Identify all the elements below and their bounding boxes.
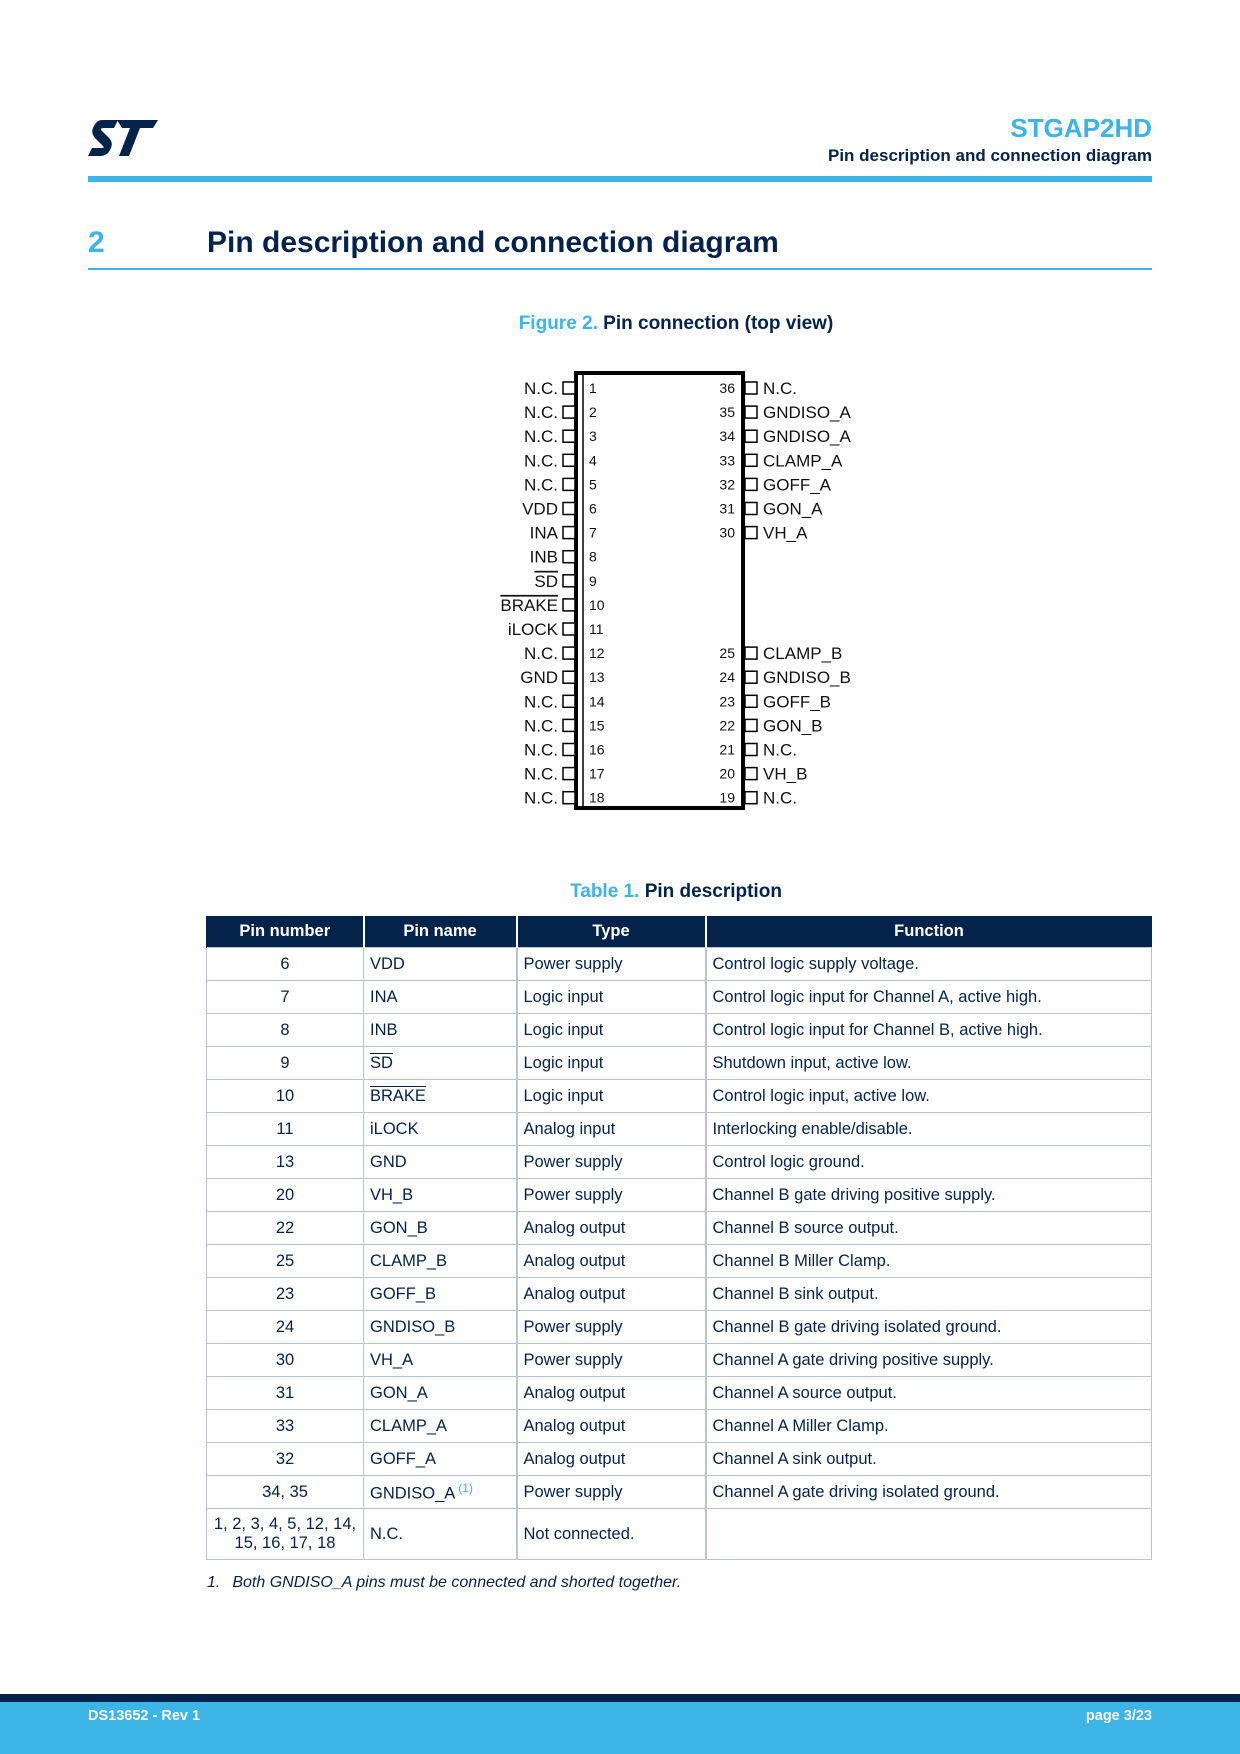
cell-function-text: Channel A gate driving positive supply. — [712, 1350, 994, 1369]
cell-function-text: Channel A Miller Clamp. — [712, 1416, 889, 1435]
pin-number: 14 — [589, 693, 605, 710]
cell-pin-number-text: 32 — [275, 1449, 295, 1468]
pin-number: 32 — [719, 476, 735, 493]
cell-pin-number-text: 34, 35 — [262, 1482, 308, 1501]
cell-function-text: Control logic ground. — [712, 1152, 865, 1171]
table-row — [207, 1410, 1152, 1443]
pin-pad — [563, 744, 575, 756]
cell-function-text: Channel B sink output. — [712, 1284, 879, 1303]
cell-pin-number-text: 8 — [280, 1020, 290, 1039]
pin-label: N.C. — [524, 475, 558, 495]
cell-type — [517, 1344, 706, 1377]
table-row — [207, 1344, 1152, 1377]
pin-number: 2 — [589, 404, 597, 421]
cell-pin-name-text: GOFF_B — [370, 1284, 437, 1303]
ic-package-body — [576, 373, 743, 808]
pin-label: GNDISO_B — [763, 668, 851, 688]
cell-function-text: Channel B source output. — [712, 1218, 899, 1237]
pin-pad — [563, 551, 575, 563]
footer-doc-id: DS13652 - Rev 1 — [88, 1708, 201, 1724]
table-header-row — [207, 916, 1152, 948]
pin-label: N.C. — [763, 379, 797, 398]
pin-pad — [563, 647, 575, 659]
cell-function — [706, 1344, 1152, 1377]
cell-pin-number-text: 25 — [275, 1251, 295, 1270]
pin-pad — [563, 430, 575, 442]
pin-number: 18 — [589, 789, 605, 806]
table-row — [207, 981, 1152, 1014]
footnote-text: Both GNDISO_A pins must be connected and shorted together. — [232, 1574, 682, 1591]
pin-label: GNDISO_A — [763, 403, 851, 423]
cell-pin-number — [207, 981, 364, 1014]
cell-type-text: Not connected. — [523, 1524, 635, 1543]
table-row — [207, 1113, 1152, 1146]
footer-page-number: page 3/23 — [1085, 1708, 1152, 1724]
cell-pin-name-text: BRAKE — [370, 1086, 426, 1105]
cell-pin-name-text: VH_B — [370, 1185, 414, 1204]
cell-pin-name-text: CLAMP_B — [370, 1251, 448, 1270]
cell-pin-name — [364, 981, 517, 1014]
pin-pad — [745, 406, 757, 418]
table-footnote — [207, 1574, 681, 1592]
cell-pin-number — [207, 1014, 364, 1047]
document-title: STGAP2HD — [1010, 113, 1152, 143]
cell-pin-number-text: 13 — [275, 1152, 295, 1171]
cell-pin-number-text: 7 — [280, 987, 290, 1006]
pin-pad — [745, 768, 757, 780]
cell-pin-number-text: 9 — [280, 1053, 290, 1072]
cell-pin-name — [364, 1047, 517, 1080]
cell-function-text: Shutdown input, active low. — [712, 1053, 912, 1072]
pin-pad — [745, 695, 757, 707]
pin-label: SD — [534, 571, 558, 591]
pin-number: 33 — [719, 452, 735, 469]
table-row — [207, 1443, 1152, 1476]
cell-pin-name-text: GND — [370, 1152, 407, 1171]
cell-function-text: Channel A source output. — [712, 1383, 897, 1402]
cell-type — [517, 1014, 706, 1047]
cell-pin-number — [207, 1377, 364, 1410]
cell-type-text: Logic input — [523, 1053, 604, 1072]
cell-pin-number — [207, 1245, 364, 1278]
pin-label: VH_B — [763, 764, 808, 784]
cell-type — [517, 1179, 706, 1212]
header-section-subtitle: Pin description and connection diagram — [828, 146, 1152, 165]
cell-pin-number-text: 33 — [275, 1416, 295, 1435]
footer-dark-strip — [0, 1694, 1240, 1702]
pin-label: N.C. — [524, 788, 558, 808]
pin-label: GND — [520, 668, 558, 688]
pin-label: N.C. — [524, 379, 558, 398]
pin-number: 8 — [589, 548, 597, 565]
cell-function — [706, 1014, 1152, 1047]
cell-pin-number — [207, 1146, 364, 1179]
pin-label: N.C. — [524, 692, 558, 712]
table-row — [207, 1245, 1152, 1278]
pin-pad — [745, 792, 757, 804]
cell-pin-name — [364, 1377, 517, 1410]
pin-number: 7 — [589, 524, 597, 541]
pin-number: 13 — [589, 669, 605, 686]
figure-caption-text: Pin connection (top view) — [603, 313, 834, 334]
table-row — [207, 1509, 1152, 1560]
pin-label: N.C. — [524, 451, 558, 471]
cell-function — [706, 1113, 1152, 1146]
pin-number: 31 — [719, 500, 735, 517]
pin-number: 3 — [589, 428, 597, 445]
cell-type-text: Analog output — [523, 1251, 626, 1270]
pin-pad — [563, 527, 575, 539]
cell-pin-number-text: 10 — [275, 1086, 295, 1105]
cell-pin-number-text: 31 — [275, 1383, 295, 1402]
cell-function-text: Control logic input for Channel B, active high. — [712, 1020, 1043, 1039]
pin-label: N.C. — [763, 740, 797, 760]
table-row — [207, 1377, 1152, 1410]
cell-pin-number-text: 20 — [275, 1185, 295, 1204]
cell-pin-name — [364, 1509, 517, 1560]
cell-pin-name — [364, 1443, 517, 1476]
pin-number: 4 — [589, 452, 597, 469]
col-header-pin-name: Pin name — [364, 916, 517, 948]
cell-type-text: Power supply — [523, 1185, 623, 1204]
cell-pin-number — [207, 1344, 364, 1377]
cell-pin-name-text: GNDISO_B — [370, 1317, 456, 1336]
table-label: Table 1. — [570, 881, 640, 902]
header-rule — [88, 176, 1152, 182]
pin-label: N.C. — [524, 740, 558, 760]
cell-pin-number-text: 6 — [280, 954, 290, 973]
cell-function — [706, 1245, 1152, 1278]
cell-pin-number-text: 24 — [275, 1317, 295, 1336]
pin-label: INA — [529, 523, 558, 543]
cell-type-text: Analog output — [523, 1284, 626, 1303]
cell-pin-number-text: 22 — [275, 1218, 295, 1237]
table-row — [207, 1179, 1152, 1212]
cell-pin-number — [207, 1476, 364, 1509]
cell-pin-number-text: 30 — [275, 1350, 295, 1369]
cell-pin-number — [207, 1212, 364, 1245]
right-pin-group — [719, 379, 851, 808]
cell-function-text: Channel B gate driving isolated ground. — [712, 1317, 1002, 1336]
cell-type — [517, 948, 706, 981]
pin-number: 17 — [589, 765, 605, 782]
cell-pin-name — [364, 1014, 517, 1047]
cell-pin-number — [207, 1113, 364, 1146]
pin-number: 24 — [719, 669, 735, 686]
cell-pin-name — [364, 1311, 517, 1344]
cell-pin-name-text: INB — [370, 1020, 398, 1039]
cell-type-text: Power supply — [523, 1317, 623, 1336]
figure-label: Figure 2. — [518, 313, 598, 334]
col-header-function: Function — [706, 916, 1152, 948]
table-row — [207, 1047, 1152, 1080]
table-row — [207, 1476, 1152, 1509]
cell-pin-number — [207, 1311, 364, 1344]
pin-description-table — [206, 916, 1152, 1560]
cell-pin-name-text: $\overline{SD}$ — [370, 1053, 393, 1072]
pin-label: GNDISO_A — [763, 427, 851, 447]
pin-pad — [563, 695, 575, 707]
table-caption-text: Pin description — [644, 881, 782, 902]
table-row — [207, 1311, 1152, 1344]
pin-pad — [563, 406, 575, 418]
pin-pad — [745, 527, 757, 539]
cell-function — [706, 1311, 1152, 1344]
pin-pad — [745, 647, 757, 659]
cell-function-text: Control logic input for Channel A, active high. — [712, 987, 1042, 1006]
pin-label: VDD — [522, 499, 558, 519]
cell-pin-name — [364, 948, 517, 981]
pin-label: GON_B — [763, 716, 823, 736]
cell-function — [706, 1212, 1152, 1245]
pin-pad — [563, 454, 575, 466]
pin-number: 5 — [589, 476, 597, 493]
table-row — [207, 1278, 1152, 1311]
pin-pad — [745, 719, 757, 731]
cell-type — [517, 1311, 706, 1344]
table-row — [207, 1014, 1152, 1047]
cell-pin-number — [207, 1278, 364, 1311]
pin-number: 11 — [589, 621, 604, 637]
pin-number: 34 — [719, 428, 735, 445]
pin-label: iLOCK — [507, 620, 558, 639]
pin-number: 9 — [589, 572, 597, 589]
cell-pin-name — [364, 1278, 517, 1311]
pin-number: 16 — [589, 741, 605, 758]
cell-type-text: Analog output — [523, 1416, 626, 1435]
pin-pad — [745, 454, 757, 466]
pin-number: 21 — [719, 741, 735, 758]
cell-type — [517, 1212, 706, 1245]
pin-number: 35 — [719, 404, 735, 421]
cell-type — [517, 1113, 706, 1146]
pin-number: 19 — [719, 789, 735, 806]
pin-label: N.C. — [763, 788, 797, 808]
cell-pin-name — [364, 1146, 517, 1179]
cell-pin-name — [364, 1245, 517, 1278]
cell-function — [706, 1179, 1152, 1212]
pin-label: VH_A — [763, 523, 808, 543]
pin-number: 6 — [589, 500, 597, 517]
pin-pad — [563, 792, 575, 804]
st-logo — [88, 118, 158, 158]
cell-pin-number-text: 23 — [275, 1284, 295, 1303]
table-row — [207, 1212, 1152, 1245]
cell-type — [517, 1278, 706, 1311]
cell-pin-number — [207, 1410, 364, 1443]
pin-pad — [563, 623, 575, 635]
pin-label: GOFF_B — [763, 692, 832, 712]
cell-type — [517, 981, 706, 1014]
section-title: Pin description and connection diagram — [207, 226, 779, 259]
cell-type — [517, 1443, 706, 1476]
pin-label: N.C. — [524, 764, 558, 784]
cell-type — [517, 1410, 706, 1443]
cell-type — [517, 1047, 706, 1080]
cell-pin-name-text: GON_B — [370, 1218, 428, 1237]
cell-pin-name — [364, 1476, 517, 1509]
cell-pin-number — [207, 1080, 364, 1113]
pin-number: 23 — [719, 693, 735, 710]
pin-label: GOFF_A — [763, 475, 832, 495]
cell-pin-name — [364, 1410, 517, 1443]
cell-pin-name-text: GOFF_A — [370, 1449, 437, 1468]
pin-pad — [745, 671, 757, 683]
cell-pin-name-text: N.C. — [370, 1524, 403, 1543]
pin-pad — [563, 599, 575, 611]
table-row — [207, 948, 1152, 981]
cell-pin-number — [207, 1443, 364, 1476]
cell-function — [706, 1476, 1152, 1509]
cell-function-text: Control logic input, active low. — [712, 1086, 930, 1105]
cell-type — [517, 1509, 706, 1560]
cell-pin-number-text: 11 — [276, 1119, 294, 1138]
cell-pin-name-text: VDD — [370, 954, 405, 973]
pin-number: 36 — [719, 380, 735, 396]
cell-pin-name — [364, 1080, 517, 1113]
col-header-pin-number: Pin number — [207, 916, 364, 948]
cell-function-text: Interlocking enable/disable. — [712, 1119, 913, 1138]
cell-function-text: Channel B gate driving positive supply. — [712, 1185, 996, 1204]
cell-type-text: Power supply — [523, 1152, 623, 1171]
pin-number: 12 — [589, 645, 605, 662]
pin-number: 22 — [719, 717, 735, 734]
cell-pin-name-text: VH_A — [370, 1350, 414, 1369]
cell-function — [706, 948, 1152, 981]
pin-label: N.C. — [524, 644, 558, 664]
cell-pin-number — [207, 1509, 364, 1560]
cell-function — [706, 1047, 1152, 1080]
cell-pin-name — [364, 1344, 517, 1377]
pin-number: 15 — [589, 717, 605, 734]
cell-type-text: Power supply — [523, 1350, 623, 1369]
cell-type — [517, 1080, 706, 1113]
cell-function — [706, 1509, 1152, 1560]
left-pin-group — [500, 379, 604, 808]
cell-pin-name-text: CLAMP_A — [370, 1416, 448, 1435]
pin-number: 20 — [719, 765, 735, 782]
pin-label: BRAKE — [500, 595, 558, 615]
cell-type-text: Logic input — [523, 1086, 604, 1105]
pin-label: CLAMP_B — [763, 644, 843, 664]
footnote-ref: (1) — [458, 1480, 473, 1495]
pin-label: N.C. — [524, 403, 558, 423]
pin-label: N.C. — [524, 427, 558, 447]
pin-pad — [563, 719, 575, 731]
footnote-number: 1. — [207, 1574, 221, 1591]
pin-number: 25 — [719, 645, 735, 662]
cell-pin-name — [364, 1113, 517, 1146]
cell-pin-name-text: iLOCK — [370, 1119, 419, 1138]
pin-number: 30 — [719, 524, 735, 541]
cell-type-text: Logic input — [523, 1020, 604, 1039]
cell-type — [517, 1377, 706, 1410]
section-rule — [88, 268, 1152, 270]
pin-pad — [745, 382, 757, 394]
cell-function-text: Channel A sink output. — [712, 1449, 877, 1468]
cell-pin-name — [364, 1212, 517, 1245]
cell-type-text: Power supply — [523, 1482, 623, 1501]
cell-type-text: Analog output — [523, 1383, 626, 1402]
pin-label: N.C. — [524, 716, 558, 736]
cell-type — [517, 1476, 706, 1509]
pin-pad — [745, 744, 757, 756]
section-number: 2 — [88, 226, 105, 259]
pin-pad — [563, 768, 575, 780]
figure-caption — [88, 313, 1240, 335]
pin-number: 1 — [589, 380, 597, 396]
cell-type — [517, 1245, 706, 1278]
cell-function — [706, 1443, 1152, 1476]
cell-function-text: Channel B Miller Clamp. — [712, 1251, 891, 1270]
cell-pin-name — [364, 1179, 517, 1212]
pin-pad — [563, 575, 575, 587]
table-row — [207, 1146, 1152, 1179]
cell-pin-number — [207, 1047, 364, 1080]
cell-type-text: Logic input — [523, 987, 604, 1006]
table-body — [207, 948, 1152, 1560]
cell-function — [706, 1410, 1152, 1443]
cell-type-text: Power supply — [523, 954, 623, 973]
table-row — [207, 1080, 1152, 1113]
cell-function — [706, 1377, 1152, 1410]
cell-pin-number — [207, 948, 364, 981]
cell-pin-number — [207, 1179, 364, 1212]
pin-pad — [745, 503, 757, 515]
cell-function — [706, 981, 1152, 1014]
cell-type-text: Analog output — [523, 1449, 626, 1468]
cell-pin-number-text: 1, 2, 3, 4, 5, 12, 14, 15, 16, 17, 18 — [213, 1515, 357, 1552]
cell-type — [517, 1146, 706, 1179]
cell-function — [706, 1080, 1152, 1113]
pin-label: INB — [529, 547, 558, 567]
pin-pad — [563, 503, 575, 515]
cell-type-text: Analog input — [523, 1119, 616, 1138]
cell-function — [706, 1146, 1152, 1179]
pin-number: 10 — [589, 596, 605, 613]
cell-pin-name-text: GNDISO_A — [370, 1484, 456, 1503]
pin-pad — [563, 478, 575, 490]
cell-pin-name-text: GON_A — [370, 1383, 428, 1402]
pin-pad — [745, 430, 757, 442]
col-header-type: Type — [517, 916, 706, 948]
pin-label: GON_A — [763, 499, 823, 519]
table-caption — [88, 881, 1240, 903]
pin-pad — [563, 671, 575, 683]
pin-pad — [563, 382, 575, 394]
cell-function-text: Channel A gate driving isolated ground. — [712, 1482, 1000, 1501]
cell-function-text: Control logic supply voltage. — [712, 954, 919, 973]
cell-pin-name-text: INA — [370, 987, 398, 1006]
pin-pad — [745, 478, 757, 490]
cell-function — [706, 1278, 1152, 1311]
pin-label: CLAMP_A — [763, 451, 843, 471]
cell-type-text: Analog output — [523, 1218, 626, 1237]
